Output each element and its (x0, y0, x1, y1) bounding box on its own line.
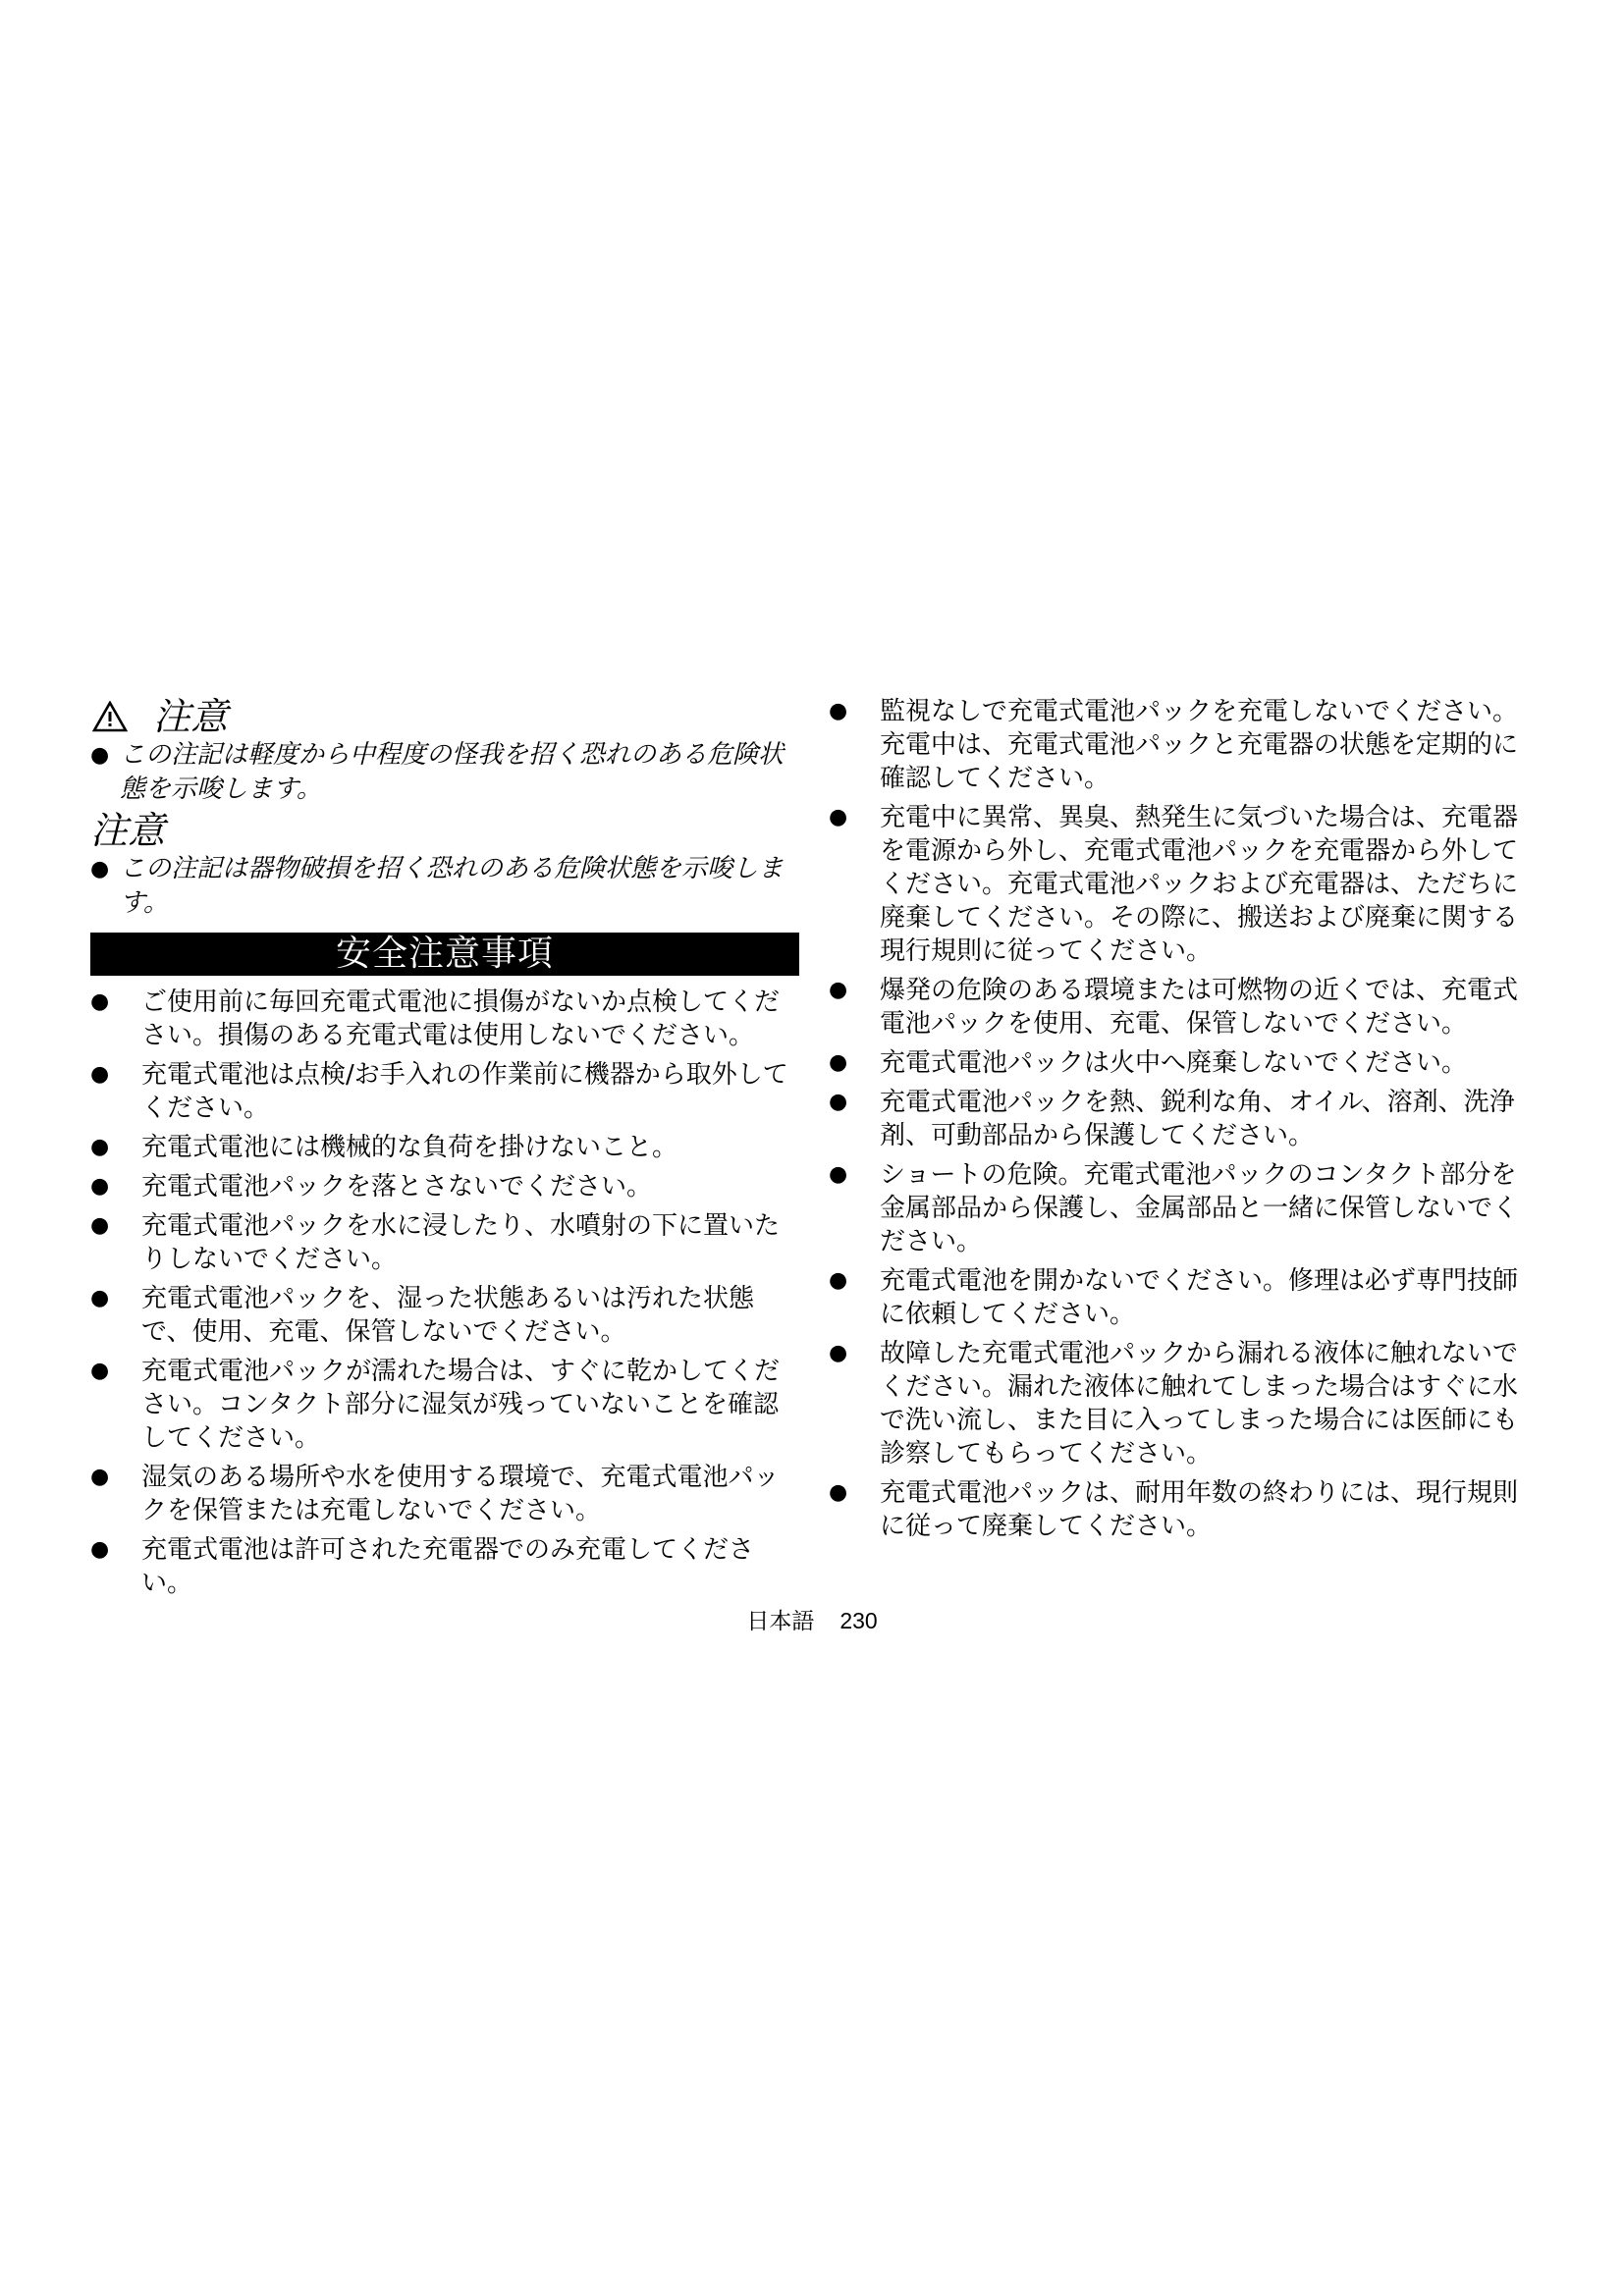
bullet-icon: ● (90, 1465, 110, 1489)
caution-heading (90, 695, 799, 738)
list-item (90, 1282, 799, 1349)
list-item (90, 1170, 799, 1203)
bullet-icon: ● (90, 989, 110, 1014)
list-item-text: 充電式電池パックを熱、鋭利な角、オイル、溶剤、洗浄剤、可動部品から保護してください。 (880, 1088, 1515, 1150)
list-item-text: 湿気のある場所や水を使用する環境で、充電式電池パックを保管または充電しないでください。 (141, 1463, 780, 1525)
bullet-icon: ● (90, 743, 110, 768)
list-item (829, 1158, 1536, 1258)
list-item-text: 充電式電池パックは火中へ廃棄しないでください。 (880, 1048, 1468, 1078)
list-item (90, 986, 799, 1052)
list-item (829, 801, 1536, 968)
caution-note (90, 738, 799, 807)
bullet-icon: ● (90, 857, 110, 881)
list-item (90, 1131, 799, 1164)
list-item (829, 1476, 1536, 1543)
warning-triangle-icon (92, 701, 128, 732)
list-item (829, 695, 1536, 795)
list-item (829, 1046, 1536, 1080)
list-item (829, 1264, 1536, 1331)
right-column (829, 695, 1536, 1549)
bullet-icon: ● (829, 978, 848, 1002)
page-number: 230 (839, 1608, 878, 1633)
list-item-text: 充電式電池パックを水に浸したり、水噴射の下に置いたりしないでください。 (141, 1211, 781, 1274)
section-title: 安全注意事項 (335, 934, 554, 974)
list-item-text: 充電式電池パックを落とさないでください。 (141, 1172, 653, 1201)
bullet-icon: ● (829, 1090, 848, 1114)
notice-label: 注意 (90, 809, 166, 852)
list-item-text: 充電式電池には機械的な負荷を掛けないこと。 (141, 1133, 678, 1162)
page-footer (0, 1606, 1624, 1635)
bullet-icon: ● (90, 1135, 110, 1159)
list-item (90, 1461, 799, 1527)
list-item-text: 充電式電池を開かないでください。修理は必ず専門技師に依頼してください。 (880, 1266, 1519, 1329)
list-item-text: 充電式電池パックが濡れた場合は、すぐに乾かしてください。コンタクト部分に湿気が残っていないことを確認してください。 (141, 1357, 781, 1453)
bullet-icon: ● (90, 1286, 110, 1310)
notice-notes (90, 852, 799, 921)
bullet-icon: ● (829, 805, 848, 829)
list-item (829, 1337, 1536, 1470)
left-column (90, 695, 799, 1606)
list-item (829, 1086, 1536, 1152)
list-item (90, 1209, 799, 1276)
list-item (829, 974, 1536, 1041)
list-item-text: ご使用前に毎回充電式電池に損傷がないか点検してください。損傷のある充電式電は使用しないでください。 (141, 988, 781, 1050)
caution-label: 注意 (153, 695, 229, 738)
bullet-icon: ● (90, 1537, 110, 1562)
bullet-icon: ● (90, 1062, 110, 1087)
list-item-text: 充電式電池パックを、湿った状態あるいは汚れた状態で、使用、充電、保管しないでください。 (141, 1284, 755, 1347)
bullet-icon: ● (90, 1174, 110, 1199)
list-item-text: 故障した充電式電池パックから漏れる液体に触れないでください。漏れた液体に触れてしまった場合はすぐに水で洗い流し、また目に入ってしまった場合には医師にも診察してもらってください。 (880, 1339, 1519, 1468)
list-item-text: 充電中に異常、異臭、熱発生に気づいた場合は、充電器を電源から外し、充電式電池パックを充電器から外してください。充電式電池パックおよび充電器は、ただちに廃棄してください。その際に、搬送および廃棄に関する現行規則に従ってください。 (880, 803, 1519, 966)
bullet-icon: ● (90, 1359, 110, 1383)
bullet-icon: ● (829, 1050, 848, 1075)
footer-language: 日本語 (746, 1608, 815, 1633)
list-item-text: 充電式電池は点検/お手入れの作業前に機器から取外してください。 (141, 1060, 788, 1123)
caution-notes (90, 738, 799, 807)
bullet-icon: ● (829, 1162, 848, 1187)
list-item (90, 1533, 799, 1600)
notice-heading (90, 809, 799, 852)
list-item (90, 1058, 799, 1125)
list-item-text: 充電式電池パックは、耐用年数の終わりには、現行規則に従って廃棄してください。 (880, 1478, 1519, 1541)
bullet-icon: ● (829, 699, 848, 723)
list-item-text: 爆発の危険のある環境または可燃物の近くでは、充電式電池パックを使用、充電、保管しないでください。 (880, 976, 1519, 1039)
list-item-text: ショートの危険。充電式電池パックのコンタクト部分を金属部品から保護し、金属部品と一緒に保管しないでください。 (880, 1160, 1519, 1256)
list-item-text: 充電式電池は許可された充電器でのみ充電してください。 (141, 1535, 755, 1598)
notice-note-text: この注記は器物破損を招く恐れのある危険状態を示唆します。 (120, 854, 785, 918)
notice-note (90, 852, 799, 921)
bullet-icon: ● (829, 1268, 848, 1293)
caution-note-text: この注記は軽度から中程度の怪我を招く恐れのある危険状態を示唆します。 (120, 740, 785, 804)
bullet-icon: ● (829, 1480, 848, 1505)
list-item-text: 監視なしで充電式電池パックを充電しないでください。充電中は、充電式電池パックと充電器の状態を定期的に確認してください。 (880, 697, 1519, 793)
section-banner (90, 933, 799, 976)
safety-list-right (829, 695, 1536, 1543)
bullet-icon: ● (90, 1213, 110, 1238)
list-item (90, 1355, 799, 1455)
safety-list-left (90, 986, 799, 1600)
bullet-icon: ● (829, 1341, 848, 1365)
